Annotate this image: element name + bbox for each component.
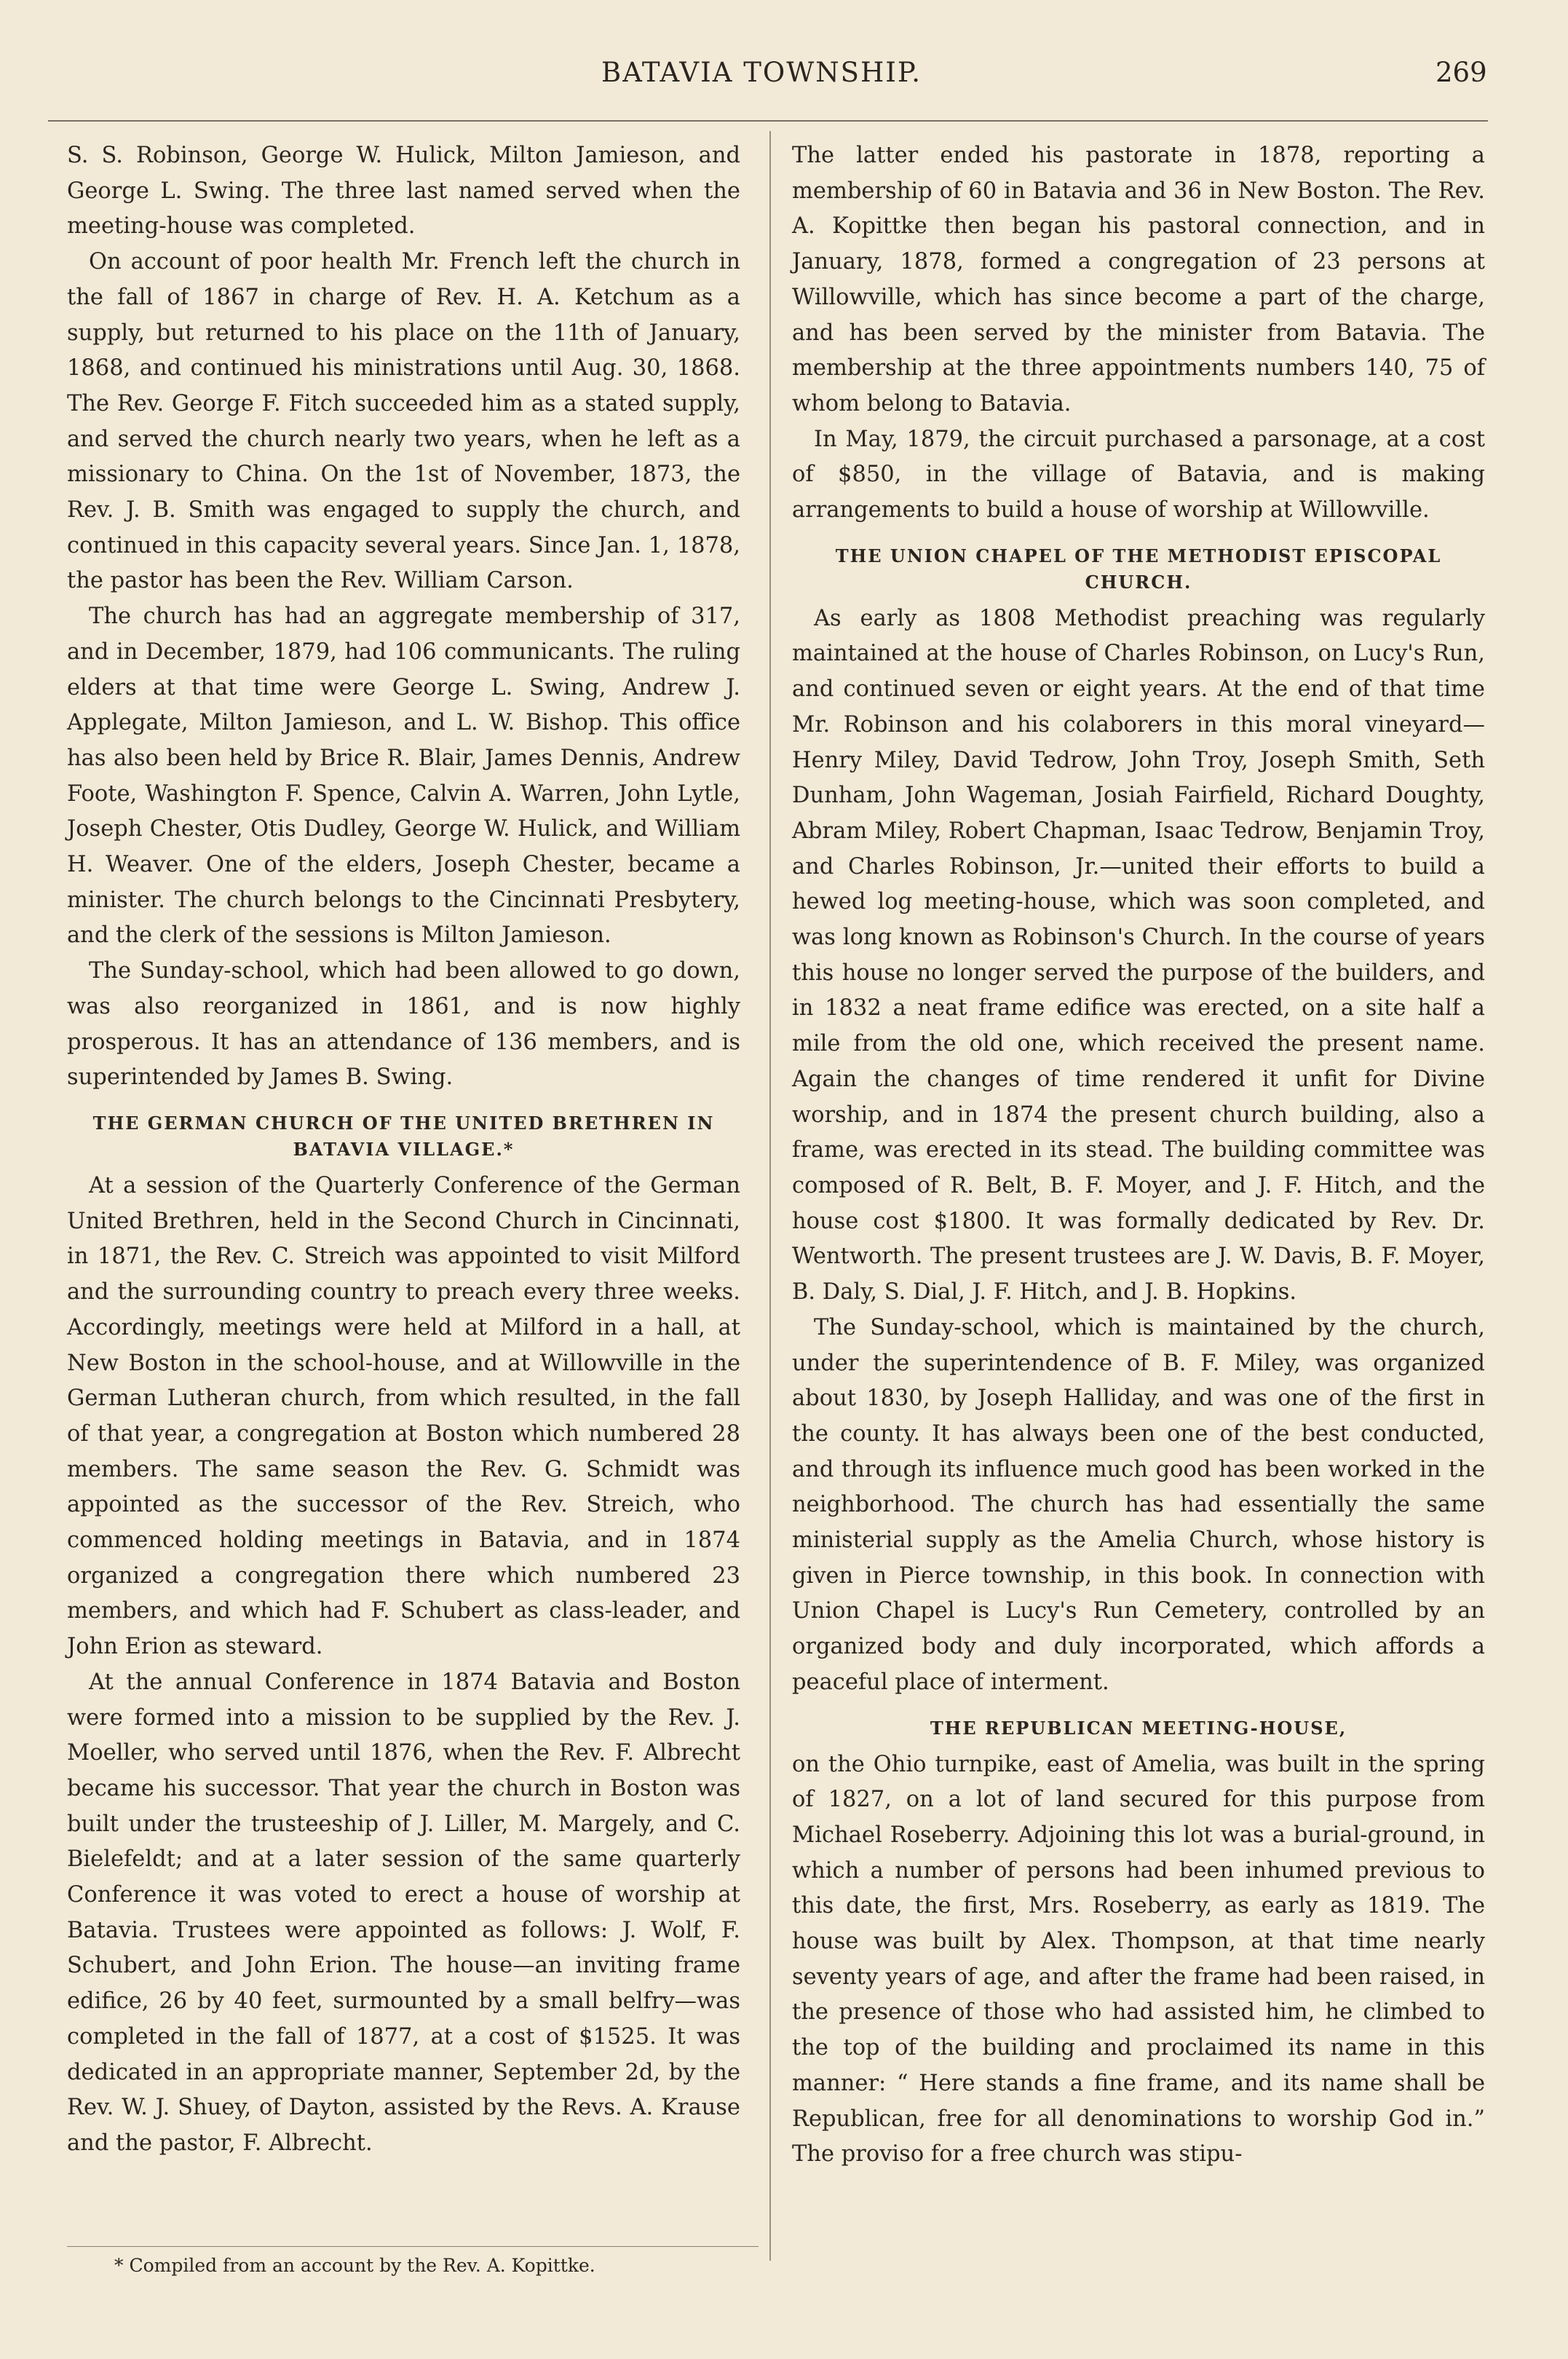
- running-title: BATAVIA TOWNSHIP.: [601, 57, 922, 88]
- paragraph: on the Ohio turnpike, east of Amelia, was built in the spring of 1827, on a lot of land secured for this purpose from Michael Roseberry. Adjoining this lot was a burial-ground, in which a number of persons had been inhumed previous to this date, the first, Mrs. Roseberry, as early as 1819. The house was built by Alex. Thompson, at that time nearly seventy years of age, and after the frame had been raised, in the presence of those who had assisted him, he climbed to the top of the building and proclaimed its name in this manner: “ Here stands a fine frame, and its name shall be Republican, free for all denominations to worship God in.” The proviso for a free church was stipu-: [792, 1751, 1485, 2168]
- column-divider: [769, 131, 771, 2261]
- paragraph: At the annual Conference in 1874 Batavia and Boston were formed into a mission to be supplied by the Rev. J. Moeller, who served until 1876, when the Rev. F. Albrecht became his successor. That year the church in Boston was built under the trusteeship of J. Liller, M. Margely, and C. Bielefeldt; and at a later session of the same quarterly Conference it was voted to erect a house of worship at Batavia. Trustees were appointed as follows: J. Wolf, F. Schubert, and John Erion. The house—an inviting frame edifice, 26 by 40 feet, surmounted by a small belfry—was completed in the fall of 1877, at a cost of $1525. It was dedicated in an appropriate manner, September 2d, by the Rev. W. J. Shuey, of Dayton, assisted by the Revs. A. Krause and the pastor, F. Albrecht.: [67, 1669, 740, 2156]
- paragraph: At a session of the Quarterly Conference of the German United Brethren, held in the Second Church in Cincinnati, in 1871, the Rev. C. Streich was appointed to visit Milford and the surrounding country to preach every three weeks. Accordingly, meetings were held at Milford in a hall, at New Boston in the school-house, and at Willowville in the German Lutheran church, from which resulted, in the fall of that year, a congregation at Boston which numbered 28 members. The same season the Rev. G. Schmidt was appointed as the successor of the Rev. Streich, who commenced holding meetings in Batavia, and in 1874 organized a congregation there which numbered 23 members, and which had F. Schubert as class-leader, and John Erion as steward.: [67, 1172, 740, 1660]
- paragraph: The Sunday-school, which is maintained by the church, under the superintendence of B. F. Miley, was organized about 1830, by Joseph Halliday, and was one of the first in the county. It has always been one of the best conducted, and through its influence much good has been worked in the neighborhood. The church has had essentially the same ministerial supply as the Amelia Church, whose history is given in Pierce township, in this book. In connection with Union Chapel is Lucy's Run Cemetery, controlled by an organized body and duly incorporated, which affords a peaceful place of interment.: [792, 1314, 1485, 1695]
- footnote: * Compiled from an account by the Rev. A. Kopittke.: [114, 2255, 595, 2276]
- section-heading-union-chapel: THE UNION CHAPEL OF THE METHODIST EPISCOPAL CHURCH.: [835, 545, 1442, 593]
- page-number: 269: [1436, 57, 1487, 88]
- paragraph: As early as 1808 Methodist preaching was regularly maintained at the house of Charles Robinson, on Lucy's Run, and continued seven or eight years. At the end of that time Mr. Robinson and his colaborers in this moral vineyard—Henry Miley, David Tedrow, John Troy, Joseph Smith, Seth Dunham, John Wageman, Josiah Fairfield, Richard Doughty, Abram Miley, Robert Chapman, Isaac Tedrow, Benjamin Troy, and Charles Robinson, Jr.—united their efforts to build a hewed log meeting-house, which was soon completed, and was long known as Robinson's Church. In the course of years this house no longer served the purpose of the builders, and in 1832 a neat frame edifice was erected, on a site half a mile from the old one, which received the present name. Again the changes of time rendered it unfit for Divine worship, and in 1874 the present church building, also a frame, was erected in its stead. The building committee was composed of R. Belt, B. F. Moyer, and J. F. Hitch, and the house cost $1800. It was formally dedicated by Rev. Dr. Wentworth. The present trustees are J. W. Davis, B. F. Moyer, B. Daly, S. Dial, J. F. Hitch, and J. B. Hopkins.: [792, 605, 1485, 1305]
- paragraph: The Sunday-school, which had been allowed to go down, was also reorganized in 1861, and is now highly prosperous. It has an attendance of 136 members, and is superintended by James B. Swing.: [67, 958, 740, 1091]
- footnote-rule: [67, 2246, 759, 2247]
- paragraph: The church has had an aggregate membership of 317, and in December, 1879, had 106 communicants. The ruling elders at that time were George L. Swing, Andrew J. Applegate, Milton Jamieson, and L. W. Bishop. This office has also been held by Brice R. Blair, James Dennis, Andrew Foote, Washington F. Spence, Calvin A. Warren, John Lytle, Joseph Chester, Otis Dudley, George W. Hulick, and William H. Weaver. One of the elders, Joseph Chester, became a minister. The church belongs to the Cincinnati Presbytery, and the clerk of the sessions is Milton Jamieson.: [67, 604, 740, 949]
- header-rule: [48, 120, 1488, 122]
- paragraph: In May, 1879, the circuit purchased a parsonage, at a cost of $850, in the village of Batavia, and is making arrangements to build a house of worship at Willowville.: [792, 426, 1485, 523]
- paragraph: The latter ended his pastorate in 1878, reporting a membership of 60 in Batavia and 36 in New Boston. The Rev. A. Kopittke then began his pastoral connection, and in January, 1878, formed a congregation of 23 persons at Willowville, which has since become a part of the charge, and has been served by the minister from Batavia. The membership at the three appointments numbers 140, 75 of whom belong to Batavia.: [792, 143, 1485, 416]
- right-column: [792, 138, 1485, 2173]
- left-column: [67, 138, 740, 2162]
- paragraph: S. S. Robinson, George W. Hulick, Milton Jamieson, and George L. Swing. The three last named served when the meeting-house was completed.: [67, 143, 740, 240]
- paragraph: On account of poor health Mr. French left the church in the fall of 1867 in charge of Rev. H. A. Ketchum as a supply, but returned to his place on the 11th of January, 1868, and continued his ministrations until Aug. 30, 1868. The Rev. George F. Fitch succeeded him as a stated supply, and served the church nearly two years, when he left as a missionary to China. On the 1st of November, 1873, the Rev. J. B. Smith was engaged to supply the church, and continued in this capacity several years. Since Jan. 1, 1878, the pastor has been the Rev. William Carson.: [67, 249, 740, 594]
- section-heading-german-church: THE GERMAN CHURCH OF THE UNITED BRETHREN IN BATAVIA VILLAGE.*: [92, 1112, 715, 1160]
- section-heading-republican-meeting-house: THE REPUBLICAN MEETING-HOUSE,: [930, 1717, 1347, 1739]
